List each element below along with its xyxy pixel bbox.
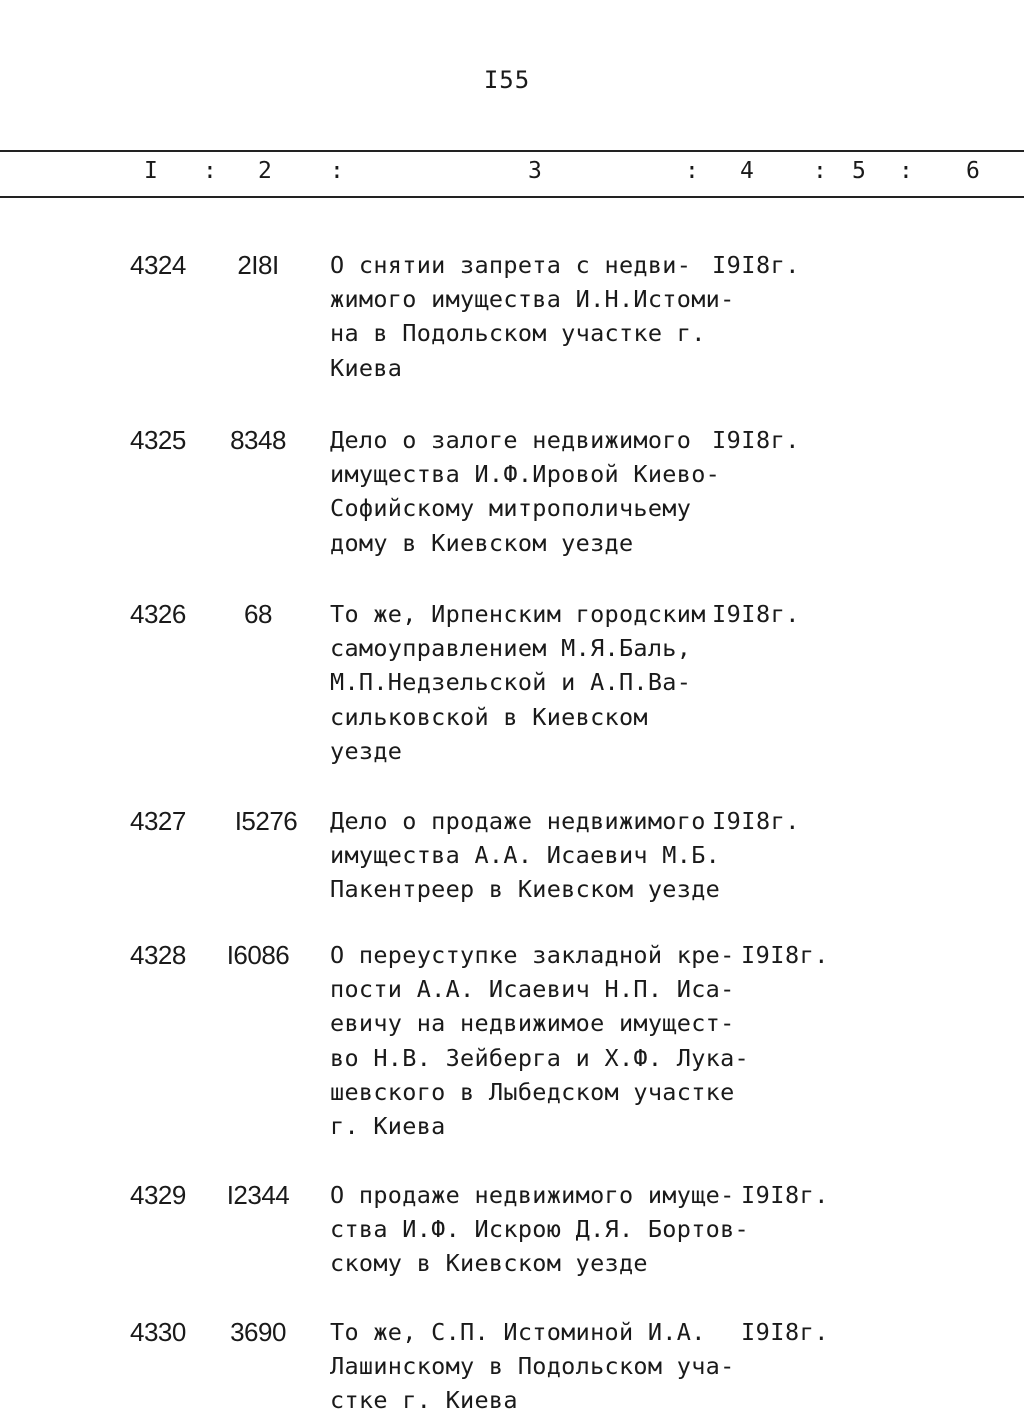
old-number: I2344 [226,1180,290,1210]
entry-title-line: стке г. Киева [330,1386,518,1415]
entry-title [330,597,750,768]
col-header-6: 6 [966,158,980,184]
col-separator: : [330,158,344,184]
entry-title-line: уезде [330,736,403,765]
entry-year: I9I8г. [712,807,800,835]
entry-title-line: О переуступке закладной кре- [330,941,735,969]
entry-title-line: Лашинскому в Подольском уча- [330,1352,735,1381]
entry-year: I9I8г. [712,251,800,279]
entry-title-line: Дело о залоге недвижимого [330,426,692,454]
old-number: 8348 [230,425,286,455]
old-number: 2I8I [237,250,279,280]
old-number: I5276 [234,806,298,836]
inventory-number: 4324 [130,250,186,280]
col-header-2: 2 [258,158,272,184]
entry-year: I9I8г. [741,1318,829,1346]
col-header-3: 3 [528,158,542,184]
entry-year: I9I8г. [741,1181,829,1209]
entry-title-line: То же, С.П. Истоминой И.А. [330,1318,706,1346]
col-separator: : [899,158,913,184]
entry-title-line: сильковской в Киевском [330,702,648,731]
col-separator: : [203,158,217,184]
entry-title-line: жимого имущества И.Н.Истоми- [330,285,735,314]
entry-title [330,1315,750,1418]
entry-title-line: на в Подольском участке г. [330,319,706,348]
entry-title-line: Дело о продаже недвижимого [330,807,706,835]
inventory-number: 4329 [130,1180,186,1210]
entry-title-line: пости А.А. Исаевич Н.П. Иса- [330,975,735,1004]
col-header-1: I [144,158,158,184]
entry-title-line: во Н.В. Зейберга и Х.Ф. Лука- [330,1043,749,1072]
entry-year: I9I8г. [741,941,829,969]
entry-year: I9I8г. [712,426,800,454]
entry-title-line: самоуправлением М.Я.Баль, [330,634,692,663]
old-number: 68 [244,599,272,629]
col-separator: : [813,158,827,184]
entry-title-line: Пакентреер в Киевском уезде [330,875,721,904]
entry-title-line: шевского в Лыбедском участке [330,1077,735,1106]
page-number: I55 [483,66,531,94]
col-header-4: 4 [740,158,754,184]
entry-title-line: О продаже недвижимого имуще- [330,1181,735,1209]
inventory-number: 4325 [130,425,186,455]
entry-title-line: М.П.Недзельской и А.П.Ва- [330,668,692,697]
old-number: 3690 [230,1317,286,1347]
entry-title-line: То же, Ирпенским городским [330,600,706,628]
entry-title-line: дому в Киевском уезде [330,528,634,557]
entry-title-line: Киева [330,353,403,382]
header-rule-bottom [0,196,1024,198]
inventory-number: 4330 [130,1317,186,1347]
header-rule-top [0,150,1024,152]
entry-title [330,1178,750,1281]
entry-title-line: евичу на недвижимое имущест- [330,1009,735,1038]
entry-title [330,804,750,907]
entry-title-line: ства И.Ф. Искрою Д.Я. Бортов- [330,1215,749,1244]
entry-title-line: О снятии запрета с недви- [330,251,692,279]
col-header-5: 5 [852,158,866,184]
entry-title-line: г. Киева [330,1112,446,1141]
entry-title [330,938,750,1143]
col-separator: : [685,158,699,184]
inventory-number: 4326 [130,599,186,629]
old-number: I6086 [226,940,290,970]
inventory-number: 4328 [130,940,186,970]
entry-title-line: скому в Киевском уезде [330,1249,648,1278]
entry-title-line: Софийскому митрополичьему [330,494,692,523]
entry-title-line: имущества А.А. Исаевич М.Б. [330,841,721,870]
inventory-number: 4327 [130,806,186,836]
entry-title [330,423,750,560]
entry-year: I9I8г. [712,600,800,628]
entry-title-line: имущества И.Ф.Ировой Киево- [330,460,721,489]
entry-title [330,248,750,385]
